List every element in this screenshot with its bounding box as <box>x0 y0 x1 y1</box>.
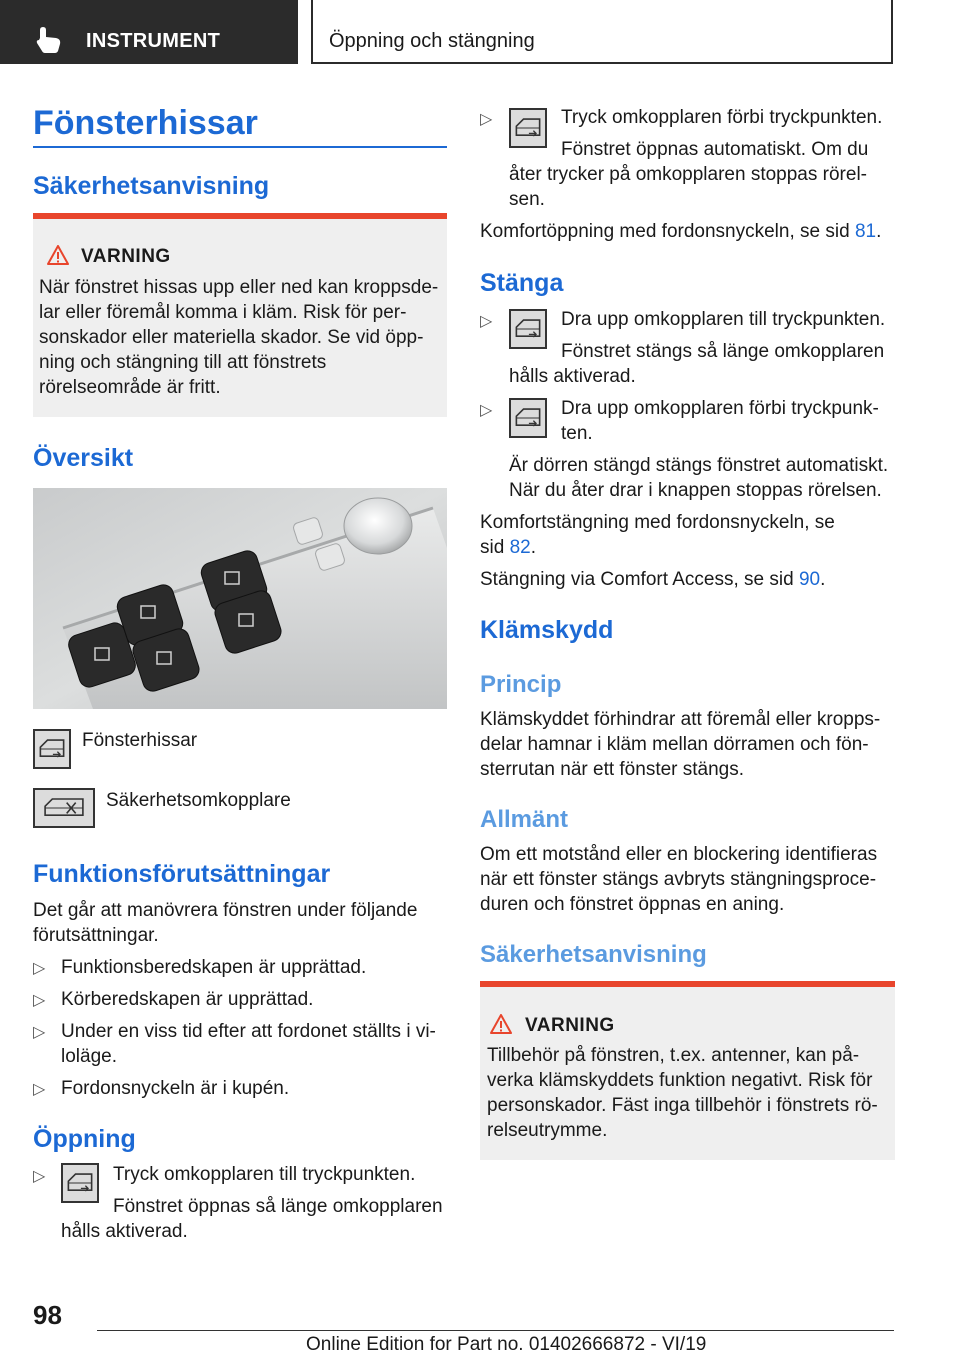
window-icon <box>511 110 545 146</box>
list-item <box>61 1019 436 1069</box>
section-tab[interactable] <box>0 0 298 64</box>
warning-line: verka klämskyddets funktion negativt. Risk för <box>487 1070 873 1091</box>
window-lift-icon <box>509 108 547 148</box>
safety-switch-icon <box>33 788 95 828</box>
principle-line: delar hamnar i kläm mellan dörramen och fön- <box>480 734 869 755</box>
footer-divider <box>97 1330 894 1331</box>
window-lift-icon <box>33 729 71 769</box>
warning-line: När fönstret hissas upp eller ned kan kroppsde- <box>39 277 439 298</box>
chapter-tab[interactable] <box>311 0 893 64</box>
general-line: Om ett motstånd eller en blockering identifieras <box>480 844 878 865</box>
window-lift-icon <box>509 309 547 349</box>
opening-heading: Öppning <box>33 1125 136 1153</box>
open-step-2: Fönstret öppnas så länge omkopplaren <box>113 1196 443 1217</box>
edition-text: Online Edition for Part no. 01402666872 - VI/19 <box>306 1334 707 1355</box>
page-title: Fönsterhissar <box>33 104 258 142</box>
principle-line: Klämskyddet förhindrar att föremål eller kropps- <box>480 709 881 730</box>
page-number: 98 <box>33 1300 62 1330</box>
page-link-82[interactable]: 82 <box>509 537 531 558</box>
warning-text-2 <box>487 1043 892 1143</box>
window-icon <box>511 311 545 347</box>
principle-heading: Princip <box>480 671 562 698</box>
bullet-icon: ▷ <box>480 402 493 419</box>
window-lift-icon <box>61 1163 99 1203</box>
comfort-close-text <box>480 510 835 560</box>
intro-line: förutsättningar. <box>33 925 159 946</box>
period: . <box>530 537 536 558</box>
comfort-open-text <box>480 219 881 244</box>
comfort-close-sid: sid <box>480 537 510 558</box>
bullet-icon: ▷ <box>480 313 493 330</box>
bullet-icon: ▷ <box>33 1024 46 1041</box>
open-auto-3: åter trycker på omkopplaren stoppas rörel- <box>509 164 867 185</box>
warning-line: personskador. Fäst inga tillbehör i fönstrets rö- <box>487 1095 878 1116</box>
principle-line: sterrutan när ett fönster stängs. <box>480 759 745 780</box>
icon-label-safety-switch: Säkerhetsomkopplare <box>106 790 291 811</box>
window-lift-icon <box>509 398 547 438</box>
chapter-title: Öppning och stängning <box>329 30 535 52</box>
window-lock-icon <box>35 790 93 826</box>
list-item: Fordonsnyckeln är i kupén. <box>61 1078 290 1099</box>
list-line: loläge. <box>61 1046 117 1067</box>
warning-title: VARNING <box>81 246 171 267</box>
close-step-3: hålls aktiverad. <box>509 366 636 387</box>
bullet-icon: ▷ <box>33 1168 46 1185</box>
list-item: Körberedskapen är upprättad. <box>61 989 314 1010</box>
general-line: duren och fönstret öppnas en aning. <box>480 894 785 915</box>
warning-line: relseutrymme. <box>487 1120 608 1141</box>
bullet-icon: ▷ <box>33 992 46 1009</box>
period: . <box>820 569 826 590</box>
close-auto-1: Dra upp omkopplaren förbi tryckpunk- <box>561 398 879 419</box>
section-title: INSTRUMENT <box>86 30 221 52</box>
bullet-icon: ▷ <box>33 1081 46 1098</box>
general-text <box>480 842 877 917</box>
warning-title-2: VARNING <box>525 1015 615 1036</box>
comfort-close-line: Komfortstängning med fordonsnyckeln, se <box>480 512 835 533</box>
bullet-icon: ▷ <box>33 960 46 977</box>
close-auto-2: ten. <box>561 423 593 444</box>
period: . <box>876 221 882 242</box>
close-heading: Stänga <box>480 269 564 297</box>
window-switch-illustration <box>33 488 447 709</box>
comfort-close-line <box>480 535 835 560</box>
close-step-2: Fönstret stängs så länge omkopplaren <box>561 341 885 362</box>
open-step-3: hålls aktiverad. <box>61 1221 188 1242</box>
warning-line: lar eller föremål komma i kläm. Risk för per- <box>39 302 407 323</box>
open-auto-4: sen. <box>509 189 545 210</box>
pinch-heading: Klämskydd <box>480 616 614 644</box>
title-divider <box>33 146 447 148</box>
function-heading: Funktionsförutsättningar <box>33 860 331 888</box>
principle-text <box>480 707 880 782</box>
open-auto-2: Fönstret öppnas automatiskt. Om du <box>561 139 869 160</box>
warning-box-2 <box>480 981 895 1160</box>
warning-line: rörelseområde är fritt. <box>39 377 221 398</box>
safety-heading-2: Säkerhetsanvisning <box>480 941 707 968</box>
page-link-90[interactable]: 90 <box>798 569 821 590</box>
general-heading: Allmänt <box>480 806 569 833</box>
hand-pointer-icon <box>34 26 64 54</box>
close-auto-4: När du åter drar i knappen stoppas rörelsen. <box>509 480 882 501</box>
warning-line: sonskador eller materiella skador. Se vid öpp- <box>39 327 424 348</box>
window-icon <box>511 400 545 436</box>
overview-heading: Översikt <box>33 444 134 472</box>
open-step-1: Tryck omkopplaren till tryckpunkten. <box>113 1164 416 1185</box>
open-auto-1: Tryck omkopplaren förbi tryckpunkten. <box>561 107 883 128</box>
icon-label-window-lift: Fönsterhissar <box>82 730 198 751</box>
comfort-open-label: Komfortöppning med fordonsnyckeln, se sid <box>480 221 855 242</box>
comfort-access-text <box>480 567 825 592</box>
window-switch-photo <box>33 488 447 709</box>
warning-line: ning och stängning till att fönstrets <box>39 352 327 373</box>
warning-triangle-icon <box>490 1014 512 1034</box>
close-auto-3: Är dörren stängd stängs fönstret automatiskt. <box>509 455 889 476</box>
window-icon <box>35 731 69 767</box>
list-item: Funktionsberedskapen är upprättad. <box>61 957 367 978</box>
page-link-81[interactable]: 81 <box>854 221 877 242</box>
safety-heading: Säkerhetsanvisning <box>33 172 270 200</box>
warning-line: Tillbehör på fönstren, t.ex. antenner, kan på- <box>487 1045 860 1066</box>
window-icon <box>63 1165 97 1201</box>
warning-triangle-icon <box>47 245 69 265</box>
warning-box <box>33 213 447 417</box>
function-intro <box>33 898 417 948</box>
general-line: när ett fönster stängs avbryts stängningsproce- <box>480 869 877 890</box>
bullet-icon: ▷ <box>480 111 493 128</box>
list-line: Under en viss tid efter att fordonet ställts i vi- <box>61 1021 436 1042</box>
close-step-1: Dra upp omkopplaren till tryckpunkten. <box>561 309 886 330</box>
comfort-access-label: Stängning via Comfort Access, se sid <box>480 569 799 590</box>
warning-text <box>39 275 447 400</box>
intro-line: Det går att manövrera fönstren under följande <box>33 900 418 921</box>
